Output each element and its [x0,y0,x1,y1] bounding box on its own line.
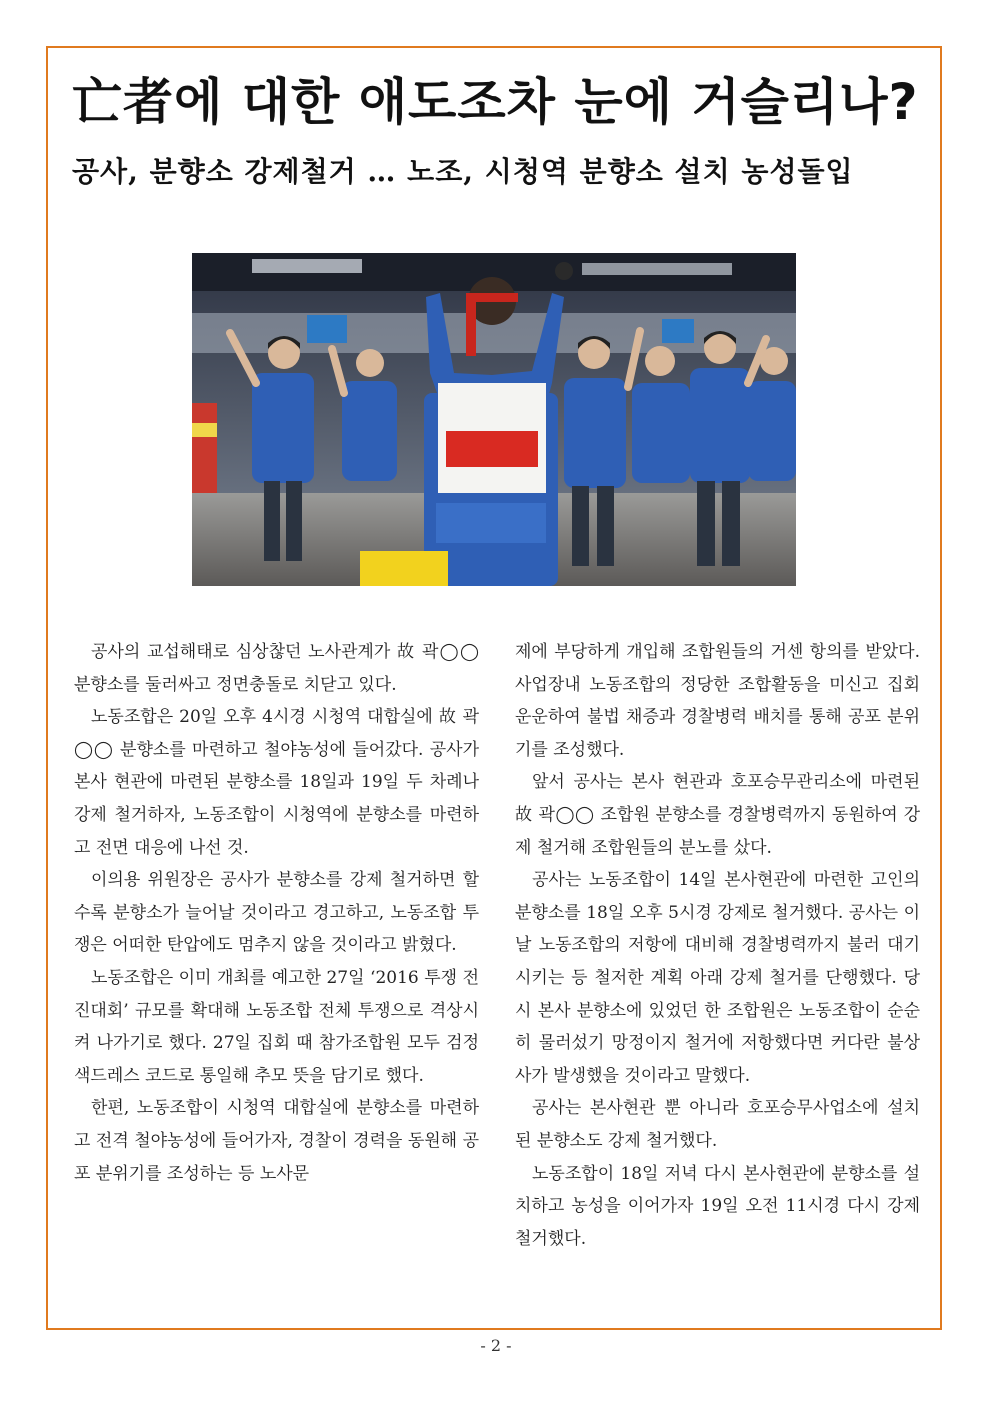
article-paragraph: 노동조합은 이미 개최를 예고한 27일 ‘2016 투쟁 전진대회’ 규모를 확대해 노동조합 전체 투쟁으로 격상시켜 나가기로 했다. 27일 집회 때 참가조합원 모두 검정색드레스 코드로 통일해 추모 뜻을 담기로 했다. [74,967,479,1086]
article-paragraph: 노동조합은 20일 오후 4시경 시청역 대합실에 故 곽◯◯ 분향소를 마련하고 철야농성에 들어갔다. 공사가 본사 현관에 마련된 분향소를 18일과 19일 두 차례나 강제 철거하자, 노동조합이 시청역에 분향소를 마련하고 전면 대응에 나선 것. [74,707,479,858]
news-photo [192,253,796,586]
article-paragraph: 공사는 노동조합이 14일 본사현관에 마련한 고인의 분향소를 18일 오후 5시경 강제로 철거했다. 공사는 이날 노동조합의 저항에 대비해 경찰병력까지 불러 대기시키는 등 철저한 계획 아래 강제 철거를 단행했다. 당시 본사 분향소에 있었던 한 조합원은 노동조합이 순순히 물러섰기 망정이지 철거에 저항했다면 커다란 불상사가 발생했을 것이라고 말했다. [515,870,920,1086]
article-column-left [74,636,479,1190]
article-paragraph: 한편, 노동조합이 시청역 대합실에 분향소를 마련하고 전격 철야농성에 들어가자, 경찰이 경력을 동원해 공포 분위기를 조성하는 등 노사문 [74,1098,479,1184]
article-paragraph: 이의용 위원장은 공사가 분향소를 강제 철거하면 할수록 분향소가 늘어날 것이라고 경고하고, 노동조합 투쟁은 어떠한 탄압에도 멈추지 않을 것이라고 밝혔다. [74,870,479,956]
headline: 亡者에 대한 애도조차 눈에 거슬리나? [72,73,919,131]
article-paragraph-continued: 제에 부당하게 개입해 조합원들의 거센 항의를 받았다. 사업장내 노동조합의 정당한 조합활동을 미신고 집회 운운하여 불법 채증과 경찰병력 배치를 통해 공포 분위기를 조성했다. [515,642,920,760]
article-paragraph: 노동조합이 18일 저녁 다시 본사현관에 분향소를 설치하고 농성을 이어가자 19일 오전 11시경 다시 강제 철거했다. [515,1163,920,1249]
page-number: - 2 - [480,1336,512,1355]
article-column-right [515,636,920,1255]
article-paragraph: 공사는 본사현관 뿐 아니라 호포승무사업소에 설치된 분향소도 강제 철거했다. [515,1098,920,1151]
article-paragraph: 앞서 공사는 본사 현관과 호포승무관리소에 마련된 故 곽◯◯ 조합원 분향소를 경찰병력까지 동원하여 강제 철거해 조합원들의 분노를 샀다. [515,772,920,858]
subheadline: 공사, 분향소 강제철거 … 노조, 시청역 분향소 설치 농성돌입 [72,155,854,188]
article-paragraph: 공사의 교섭해태로 심상찮던 노사관계가 故 곽◯◯ 분향소를 둘러싸고 정면충돌로 치닫고 있다. [74,642,479,695]
